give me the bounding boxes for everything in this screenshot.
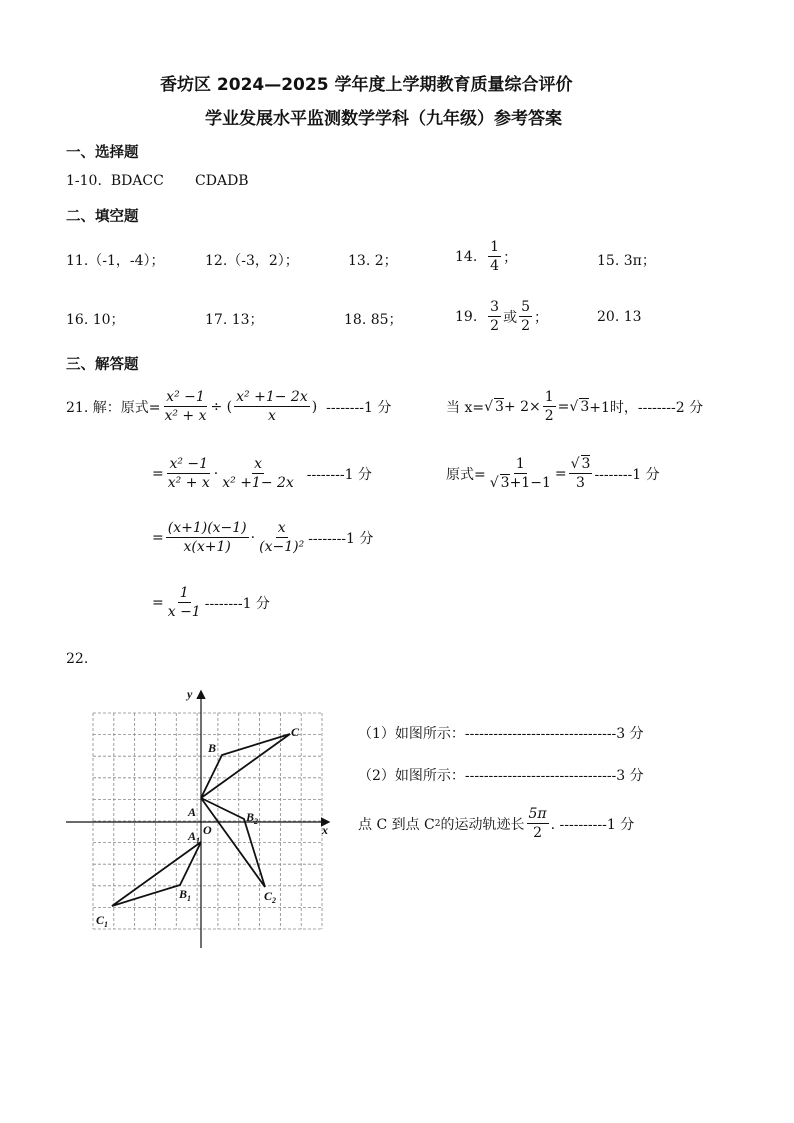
label-c1-letter: C xyxy=(96,913,105,927)
label-c2-sub: 2 xyxy=(272,896,277,905)
label-a: A xyxy=(188,805,197,819)
fill-q19-a-numerator: 3 xyxy=(490,299,500,315)
label-x-axis: x xyxy=(322,823,328,837)
label-c2 xyxy=(264,889,276,905)
label-b1 xyxy=(178,887,191,903)
q21-line4 xyxy=(152,584,270,621)
label-b: B xyxy=(208,741,217,755)
q21-frac2-num: x² +1− 2x xyxy=(236,389,308,405)
choice-range: 1-10. xyxy=(66,173,102,189)
q21-frac6 xyxy=(257,519,306,556)
label-origin: O xyxy=(203,823,212,837)
q21-frac5 xyxy=(166,519,249,556)
q21-frac9-num xyxy=(569,455,593,474)
q22-ans3-num: 5π xyxy=(528,806,547,822)
fill-q18: 18. 85； xyxy=(344,312,403,328)
section-fill-heading: 二、填空题 xyxy=(66,209,139,225)
q21-plus2x: + 2× xyxy=(503,398,541,415)
q21-score6: --------1 分 xyxy=(594,466,660,483)
q21-result xyxy=(446,455,660,492)
q21-frac7-num: 1 xyxy=(179,585,189,601)
fill-q19-b-denominator: 2 xyxy=(521,318,531,334)
q21-eq-b: = xyxy=(152,529,164,546)
q21-frac7-den: x −1 xyxy=(167,604,201,620)
q21-orig: 原式= xyxy=(446,466,486,483)
label-b2-letter: B xyxy=(246,810,255,824)
label-a1-sub: 1 xyxy=(196,836,201,845)
q21-frac2 xyxy=(234,388,310,425)
q21-sqrt-sign-d: √ xyxy=(570,456,580,472)
q21-substitution xyxy=(446,388,703,425)
q21-half xyxy=(543,388,556,425)
fill-q17: 17. 13； xyxy=(205,312,264,328)
q22-ans3-sub: 2 xyxy=(434,818,441,829)
fill-q16: 16. 10； xyxy=(66,312,125,328)
q21-score4: --------1 分 xyxy=(204,595,270,612)
q21-frac8-den-sqrt: 3 xyxy=(500,475,510,491)
q21-eq2: = xyxy=(557,398,570,415)
q21-eq-c: = xyxy=(152,594,164,611)
q22-ans3-score: . ----------1 分 xyxy=(550,816,635,833)
q22-ans3-fraction xyxy=(527,805,549,842)
fill-q15: 15. 3π； xyxy=(597,253,656,269)
coordinate-grid-figure xyxy=(66,680,356,955)
fill-q19-b-numerator: 5 xyxy=(521,299,531,315)
fill-q14 xyxy=(455,238,517,275)
q21-frac8-den-tail: +1−1 xyxy=(509,475,551,491)
fill-q14-denominator: 4 xyxy=(490,258,500,274)
fill-q13: 13. 2； xyxy=(348,253,398,269)
label-a1 xyxy=(187,829,200,845)
q21-frac4-num: x xyxy=(254,456,262,472)
fill-q14-fraction xyxy=(488,238,501,275)
q21-sqrt-sign-b: √ xyxy=(569,398,579,415)
q21-dot-a: · xyxy=(213,465,219,482)
q21-half-den: 2 xyxy=(544,408,554,424)
fill-q19-a-denominator: 2 xyxy=(490,318,500,334)
choice-answers xyxy=(66,173,249,189)
q21-frac5-den: x(x+1) xyxy=(183,539,231,555)
q22-answer1: （1）如图所示：--------------------------------3 分 xyxy=(358,726,644,742)
label-b2 xyxy=(245,810,258,826)
page-subtitle: 学业发展水平监测数学学科（九年级）参考答案 xyxy=(205,109,562,129)
fill-q19-tail: ； xyxy=(534,309,549,326)
fill-q19-fraction-a xyxy=(488,298,501,335)
q21-frac1 xyxy=(162,388,208,425)
q21-frac3 xyxy=(166,455,212,492)
q21-score3: --------1 分 xyxy=(308,530,374,547)
q21-frac4 xyxy=(220,455,296,492)
q21-frac6-num: x xyxy=(277,520,286,536)
label-c: C xyxy=(291,725,300,739)
q21-sqrt3-b: 3 xyxy=(580,399,590,415)
q21-frac5-num: (x+1)(x−1) xyxy=(167,520,247,536)
label-c1-sub: 1 xyxy=(104,920,109,929)
q22-answer2: （2）如图所示：--------------------------------3 分 xyxy=(358,768,644,784)
choice-group2: CDADB xyxy=(195,173,249,189)
q21-frac8-num: 1 xyxy=(515,456,525,472)
q21-frac9 xyxy=(569,455,593,492)
label-b1-sub: 1 xyxy=(187,894,192,903)
q21-frac7 xyxy=(166,584,203,621)
q21-frac4-den: x² +1− 2x xyxy=(222,475,294,491)
q21-divide: ÷ ( xyxy=(210,398,233,415)
label-a1-letter: A xyxy=(188,829,197,843)
q21-frac3-num: x² −1 xyxy=(169,456,209,472)
fill-q19-label: 19. xyxy=(455,308,478,325)
fill-q19 xyxy=(455,298,548,335)
q21-line3 xyxy=(152,519,373,556)
q21-frac9-den: 3 xyxy=(576,475,585,491)
q21-frac2-den: x xyxy=(268,408,276,424)
q21-frac1-num: x² −1 xyxy=(166,389,205,405)
q21-eq3: = xyxy=(554,465,567,482)
q21-frac1-den: x² + x xyxy=(164,408,207,424)
q21-frac8-den xyxy=(488,474,553,492)
q21-plus1: +1时， xyxy=(589,399,638,416)
q21-frac3-den: x² + x xyxy=(167,475,210,491)
q22-label: 22. xyxy=(66,651,89,667)
q21-close-paren: ) xyxy=(311,398,318,415)
q21-sqrt-sign-c: √ xyxy=(489,475,499,491)
q21-half-num: 1 xyxy=(544,389,554,405)
q21-score5: --------2 分 xyxy=(637,399,704,416)
q22-ans3-pre: 点 C 到点 C xyxy=(358,816,435,833)
fill-q11: 11.（-1，-4）； xyxy=(66,253,165,269)
page-title: 香坊区 2024—2025 学年度上学期教育质量综合评价 xyxy=(160,75,573,95)
q21-eq-a: = xyxy=(152,465,164,482)
section-solve-heading: 三、解答题 xyxy=(66,357,139,373)
fill-q19-fraction-b xyxy=(519,298,532,335)
q21-sqrt3-a: 3 xyxy=(495,399,504,415)
fill-q19-or: 或 xyxy=(503,309,518,326)
q22-answer3 xyxy=(358,805,634,842)
q21-dot-b: · xyxy=(250,529,256,546)
fill-q14-tail: ； xyxy=(503,249,518,266)
label-y-axis: y xyxy=(187,687,193,701)
section-choice-heading: 一、选择题 xyxy=(66,145,139,161)
q21-sqrt-sign-a: √ xyxy=(484,398,493,415)
fill-q14-label: 14. xyxy=(455,248,478,265)
fill-q12: 12.（-3，2）； xyxy=(205,253,299,269)
fill-q14-numerator: 1 xyxy=(490,239,500,255)
q22-ans3-mid: 的运动轨迹长 xyxy=(440,816,525,833)
choice-group1: BDACC xyxy=(110,173,164,189)
q21-when: 当 x= xyxy=(446,399,485,416)
q21-score2: --------1 分 xyxy=(306,466,372,483)
label-c1 xyxy=(96,913,108,929)
q21-line2 xyxy=(152,455,372,492)
q22-ans3-den: 2 xyxy=(533,825,543,841)
fill-q20: 20. 13 xyxy=(597,309,642,325)
q21-label: 21. 解：原式= xyxy=(66,399,161,416)
label-b2-sub: 2 xyxy=(254,817,259,826)
label-b1-letter: B xyxy=(179,887,188,901)
q21-frac9-num-sqrt: 3 xyxy=(581,456,591,472)
q21-frac6-den: (x−1)² xyxy=(259,539,305,555)
q21-line1 xyxy=(66,388,391,425)
q21-score1: --------1 分 xyxy=(326,399,392,416)
q21-frac8 xyxy=(488,455,553,492)
label-c2-letter: C xyxy=(264,889,273,903)
